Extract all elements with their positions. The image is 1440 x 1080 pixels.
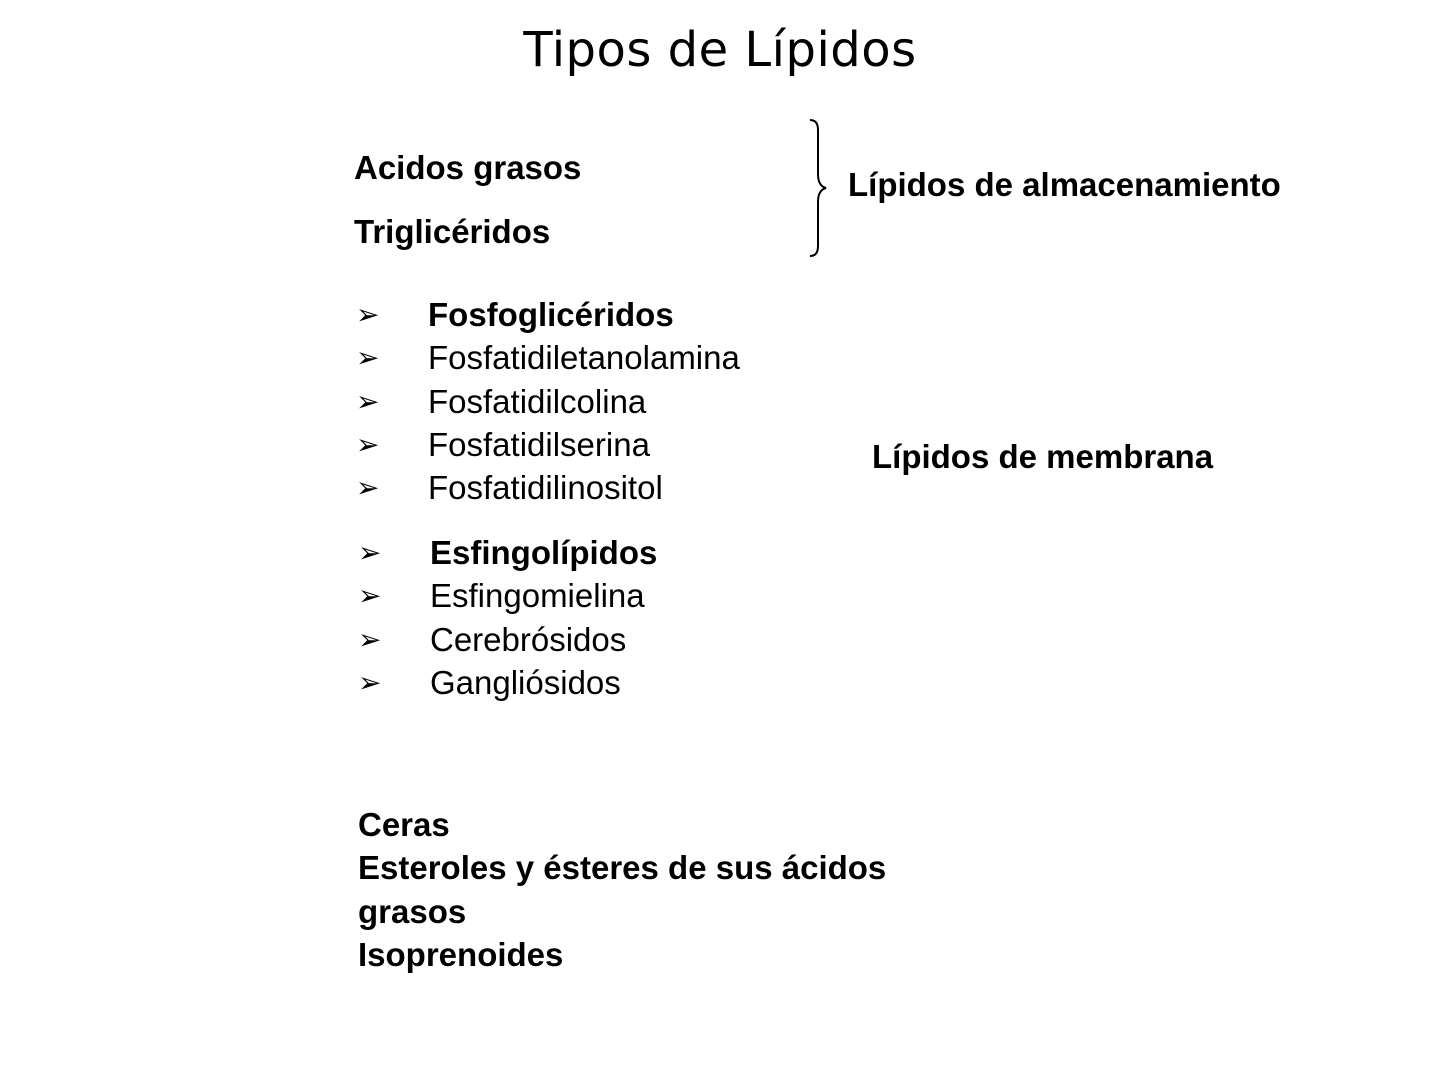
arrowhead-bullet-icon: ➢ bbox=[356, 341, 380, 375]
arrowhead-bullet-icon: ➢ bbox=[358, 536, 382, 569]
storage-item-fatty-acids: Acidos grasos bbox=[354, 149, 582, 186]
curly-brace-icon bbox=[806, 118, 832, 260]
list-item-label: Cerebrósidos bbox=[430, 620, 627, 658]
arrowhead-bullet-icon: ➢ bbox=[356, 471, 380, 505]
list-item: Esteroles y ésteres de sus ácidos grasos bbox=[358, 849, 887, 930]
slide-title: Tipos de Lípidos bbox=[523, 22, 917, 78]
list-item-label: Gangliósidos bbox=[430, 663, 621, 701]
list-item-label: Esfingomielina bbox=[430, 577, 645, 615]
membrane-group-label: Lípidos de membrana bbox=[872, 438, 1214, 475]
list-item: Ceras bbox=[358, 806, 450, 843]
arrowhead-bullet-icon: ➢ bbox=[358, 665, 382, 699]
list-item-label: Fosfatidiletanolamina bbox=[428, 339, 740, 377]
list-item-label: Fosfatidilinositol bbox=[428, 469, 663, 507]
list-item-label: Fosfatidilserina bbox=[428, 425, 650, 463]
storage-group-label: Lípidos de almacenamiento bbox=[848, 166, 1281, 203]
storage-item-triglycerides: Triglicéridos bbox=[354, 213, 551, 250]
phosphoglycerides-heading: Fosfoglicéridos bbox=[428, 296, 674, 333]
arrowhead-bullet-icon: ➢ bbox=[356, 427, 380, 461]
arrowhead-bullet-icon: ➢ bbox=[358, 622, 382, 656]
arrowhead-bullet-icon: ➢ bbox=[358, 579, 382, 613]
arrowhead-bullet-icon: ➢ bbox=[356, 298, 380, 331]
list-item-label: Fosfatidilcolina bbox=[428, 382, 647, 420]
other-lipids-list bbox=[358, 803, 958, 976]
arrowhead-bullet-icon: ➢ bbox=[356, 384, 380, 418]
list-item: Isoprenoides bbox=[358, 935, 564, 973]
sphingolipids-heading: Esfingolípidos bbox=[430, 534, 658, 571]
